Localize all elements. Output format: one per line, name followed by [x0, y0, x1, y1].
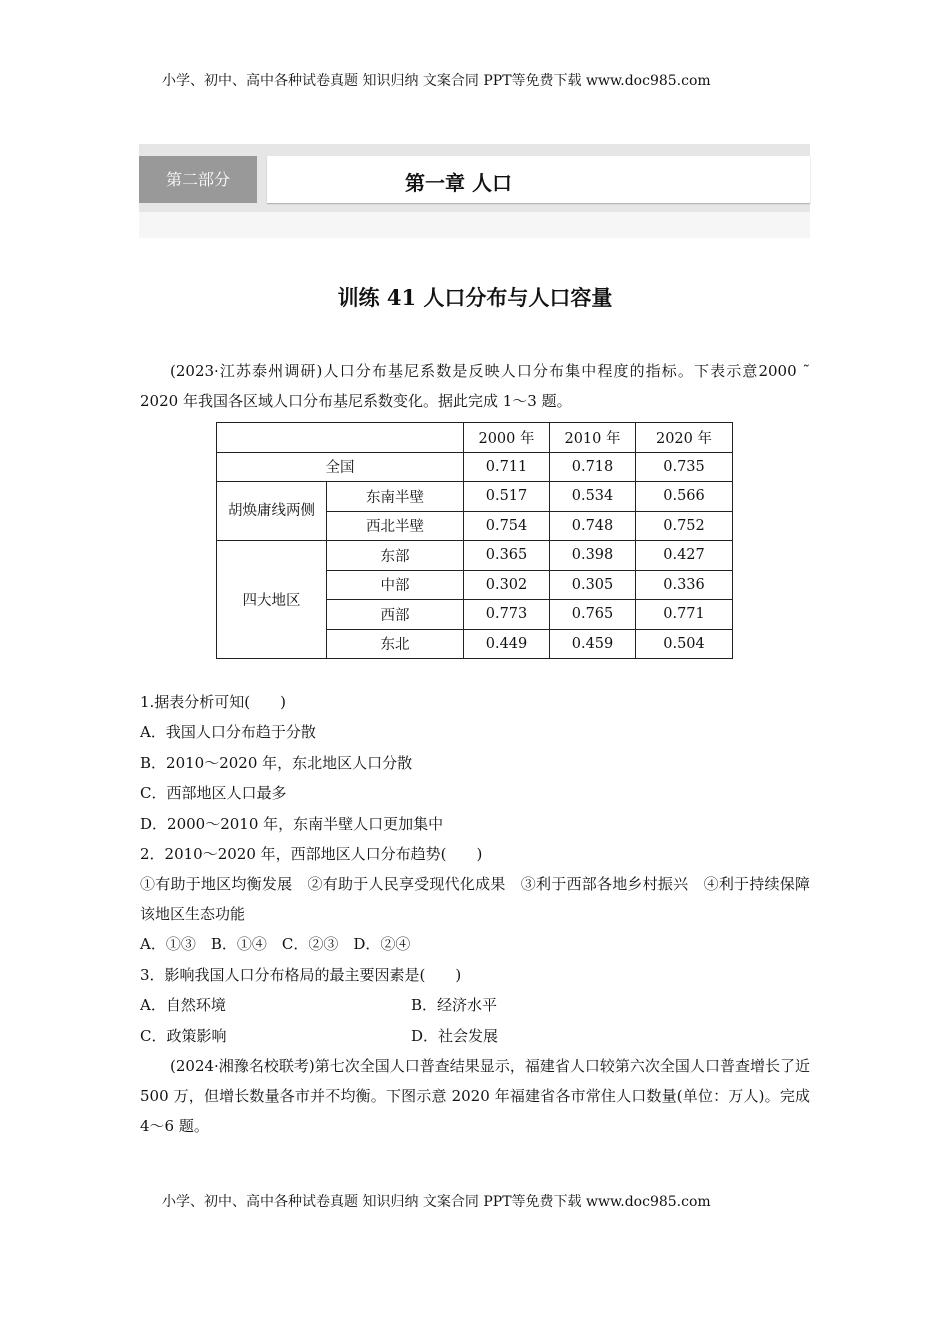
banner-shadow: [139, 212, 810, 238]
cell: 0.302: [464, 570, 550, 600]
cell: 0.566: [636, 482, 733, 512]
cell: 0.771: [636, 600, 733, 630]
chapter-title: 第一章 人口: [405, 171, 512, 195]
cell: 0.504: [636, 629, 733, 659]
cell: 0.773: [464, 600, 550, 630]
cell: 0.752: [636, 511, 733, 541]
cell: 0.449: [464, 629, 550, 659]
cell: 0.459: [550, 629, 636, 659]
cell: 0.365: [464, 541, 550, 571]
q3-option-c: C．政策影响: [140, 1027, 227, 1045]
q1-option-c: C．西部地区人口最多: [140, 784, 287, 802]
cell: 0.534: [550, 482, 636, 512]
q2-items: ①有助于地区均衡发展 ②有助于人民享受现代化成果 ③利于西部各地乡村振兴 ④利于持续保障该地区生态功能: [140, 875, 810, 923]
page-header: 小学、初中、高中各种试卷真题 知识归纳 文案合同 PPT等免费下载 www.doc985.com: [162, 73, 711, 89]
row-label: 东部: [327, 541, 464, 571]
cell: 0.765: [550, 600, 636, 630]
q1-option-b: B．2010～2020 年，东北地区人口分散: [140, 754, 413, 772]
cell: 0.336: [636, 570, 733, 600]
row-label: 东南半壁: [327, 482, 464, 512]
cell: 0.398: [550, 541, 636, 571]
q3-option-d: D．社会发展: [411, 1027, 499, 1045]
header-cell: 2000 年: [464, 423, 550, 453]
cell: 0.517: [464, 482, 550, 512]
row-label: 东北: [327, 629, 464, 659]
group-label: 胡焕庸线两侧: [217, 482, 327, 541]
cell: 0.748: [550, 511, 636, 541]
question-1-stem: 1.据表分析可知( ): [140, 693, 287, 711]
header-cell: 2010 年: [550, 423, 636, 453]
cell: 0.718: [550, 452, 636, 482]
page-title: 训练 41 人口分布与人口容量: [337, 285, 613, 310]
q3-option-a: A．自然环境: [140, 996, 226, 1014]
row-label: 西北半壁: [327, 511, 464, 541]
cell: 0.427: [636, 541, 733, 571]
part-label: 第二部分: [139, 156, 257, 203]
question-3-stem: 3．影响我国人口分布格局的最主要因素是( ): [140, 966, 462, 984]
cell: 0.711: [464, 452, 550, 482]
cell: 0.754: [464, 511, 550, 541]
header-cell: 2020 年: [636, 423, 733, 453]
q2-options: A．①③ B．①④ C．②③ D．②④: [140, 935, 411, 953]
question-2-stem: 2．2010～2020 年，西部地区人口分布趋势( ): [140, 845, 483, 863]
cell: 0.735: [636, 452, 733, 482]
q3-option-b: B．经济水平: [411, 996, 498, 1014]
group-label: 四大地区: [217, 541, 327, 659]
row-label: 中部: [327, 570, 464, 600]
cell: 0.305: [550, 570, 636, 600]
intro-paragraph-1: (2023·江苏泰州调研)人口分布基尼系数是反映人口分布集中程度的指标。下表示意2000 ˜ 2020 年我国各区域人口分布基尼系数变化。据此完成 1～3 题。: [140, 362, 810, 410]
page-footer: 小学、初中、高中各种试卷真题 知识归纳 文案合同 PPT等免费下载 www.doc985.com: [162, 1194, 711, 1210]
gini-table: [216, 422, 733, 659]
row-label: 全国: [217, 452, 464, 482]
intro-paragraph-2: (2024·湘豫名校联考)第七次全国人口普查结果显示，福建省人口较第六次全国人口普查增长了近 500 万，但增长数量各市并不均衡。下图示意 2020 年福建省各市常住人口数量(单位：万人)。完成 4～6 题。: [140, 1057, 810, 1135]
row-label: 西部: [327, 600, 464, 630]
q1-option-a: A．我国人口分布趋于分散: [140, 723, 316, 741]
q1-option-d: D．2000～2010 年，东南半壁人口更加集中: [140, 815, 444, 833]
chapter-box: [267, 156, 810, 203]
